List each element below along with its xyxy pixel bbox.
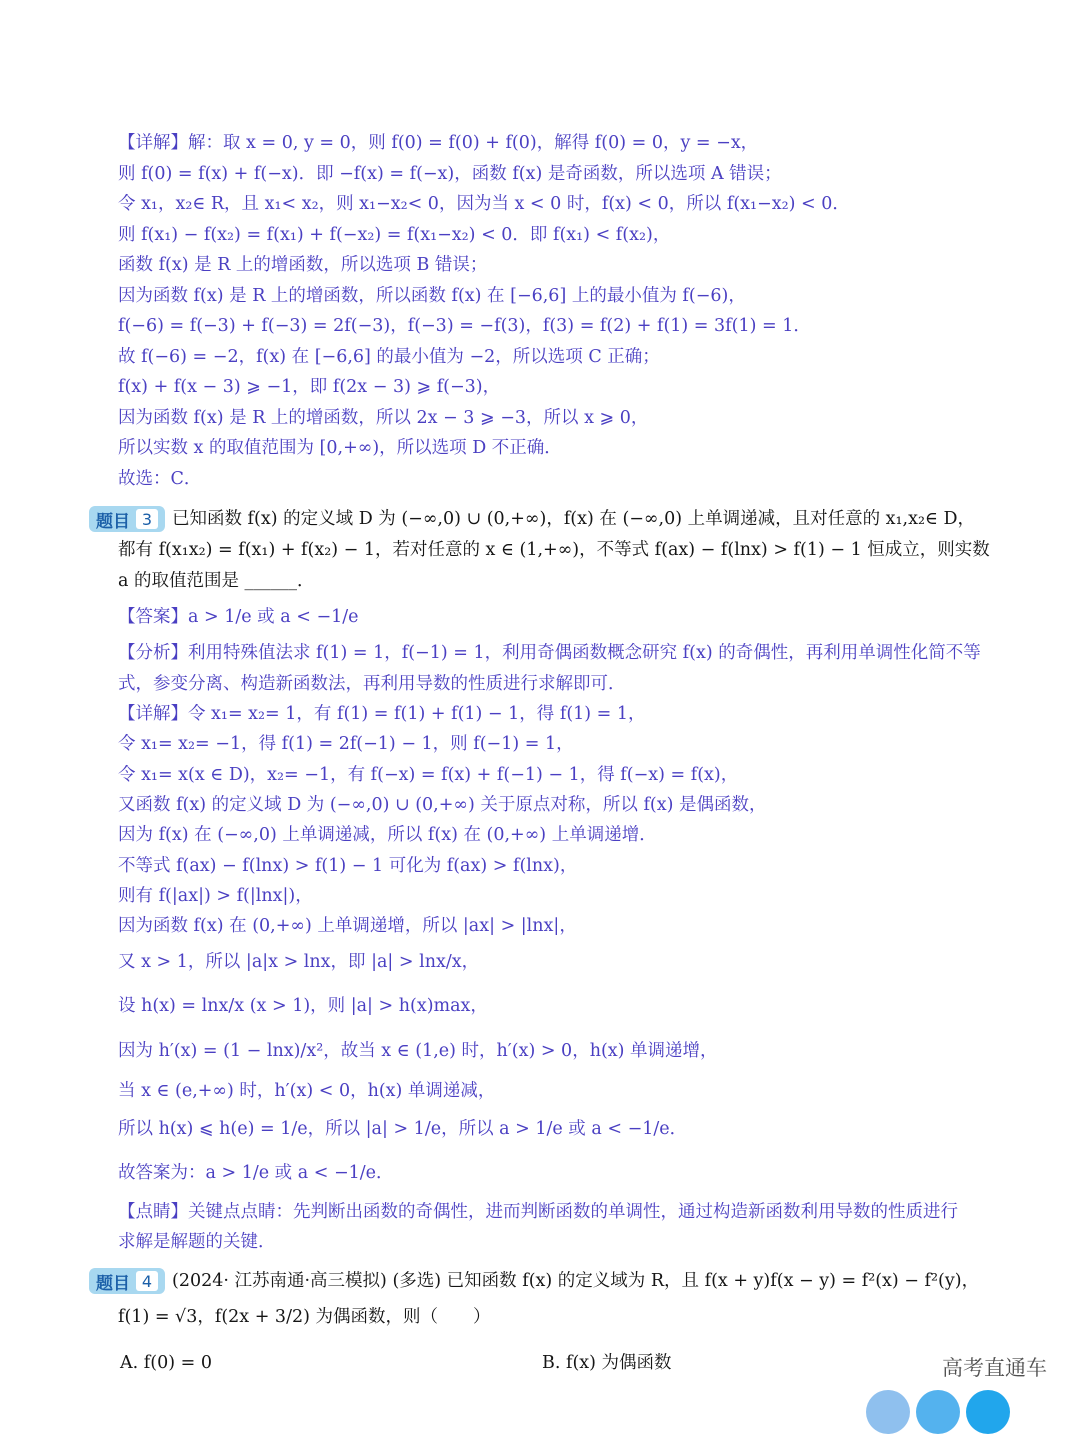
analysis-line: 式，参变分离、构造新函数法，再利用导数的性质进行求解即可． [118,674,626,694]
comment-line: 求解是解题的关键． [118,1232,276,1252]
decorative-circle-icon [866,1390,910,1434]
detail-line: 不等式 f(ax) − f(lnx) > f(1) − 1 可化为 f(ax) > f(lnx)， [118,856,578,876]
solution-line: 因为函数 f(x) 是 R 上的增函数，所以函数 f(x) 在 [−6,6] 上的最小值为 f(−6)， [118,286,746,306]
detail-line: 令 x₁= x₂= −1，得 f(1) = 2f(−1) − 1，则 f(−1) = 1， [118,734,574,754]
option-a[interactable]: A. f(0) = 0 [120,1353,212,1373]
question-stem-line: (2024· 江苏南通·高三模拟) (多选) 已知函数 f(x) 的定义域为 R，且 f(x + y)f(x − y) = f²(x) − f²(y)， [172,1271,980,1291]
answer-line: 【答案】a > 1/e 或 a < −1/e [118,607,359,627]
decorative-circle-icon [916,1390,960,1434]
solution-line: 所以实数 x 的取值范围为 [0,+∞)，所以选项 D 不正确． [118,438,562,458]
comment-line: 【点睛】关键点点睛：先判断出函数的奇偶性，进而判断函数的单调性，通过构造新函数利用导数的性质进行 [118,1202,958,1222]
detail-line: 因为函数 f(x) 在 (0,+∞) 上单调递增，所以 |ax| > |lnx|， [118,916,577,936]
question-badge-label: 题目 [96,1273,130,1294]
detail-line: 所以 h(x) ⩽ h(e) = 1/e，所以 |a| > 1/e，所以 a > 1/e 或 a < −1/e． [118,1119,688,1139]
question-badge-number: 3 [136,509,158,529]
solution-line: f(x) + f(x − 3) ⩾ −1，即 f(2x − 3) ⩾ f(−3)， [118,377,501,397]
question-stem-line: 都有 f(x₁x₂) = f(x₁) + f(x₂) − 1，若对任意的 x ∈ (1,+∞)，不等式 f(ax) − f(lnx) > f(1) − 1 恒成立，则实数 [118,540,990,560]
detail-line: 故答案为：a > 1/e 或 a < −1/e． [118,1163,394,1183]
solution-line: 令 x₁，x₂∈ R，且 x₁< x₂，则 x₁−x₂< 0，因为当 x < 0 时，f(x) < 0，所以 f(x₁−x₂) < 0． [118,194,850,214]
solution-line: 则 f(x₁) − f(x₂) = f(x₁) + f(−x₂) = f(x₁−x₂) < 0．即 f(x₁) < f(x₂)， [118,225,671,245]
detail-line: 又 x > 1，所以 |a|x > lnx，即 |a| > lnx/x， [118,952,480,972]
solution-line: 故选：C． [118,469,202,489]
decorative-circle-icon [966,1390,1010,1434]
question-stem-line: 已知函数 f(x) 的定义域 D 为 (−∞,0) ∪ (0,+∞)，f(x) 在 (−∞,0) 上单调递减，且对任意的 x₁,x₂∈ D， [172,509,976,529]
detail-line: 令 x₁= x(x ∈ D)，x₂= −1，有 f(−x) = f(x) + f(−1) − 1，得 f(−x) = f(x)， [118,765,739,785]
solution-line: 故 f(−6) = −2，f(x) 在 [−6,6] 的最小值为 −2，所以选项 C 正确； [118,347,660,367]
detail-line: 【详解】令 x₁= x₂= 1，有 f(1) = f(1) + f(1) − 1，得 f(1) = 1， [118,704,646,724]
detail-line: 因为 f(x) 在 (−∞,0) 上单调递减，所以 f(x) 在 (0,+∞) 上单调递增． [118,825,657,845]
watermark-text: 高考直通车 [942,1356,1047,1380]
solution-line: 因为函数 f(x) 是 R 上的增函数，所以 2x − 3 ⩾ −3，所以 x ⩾ 0， [118,408,649,428]
question-badge [89,1268,165,1294]
detail-line: 因为 h′(x) = (1 − lnx)/x²，故当 x ∈ (1,e) 时，h′(x) > 0，h(x) 单调递增， [118,1041,718,1061]
question-badge-label: 题目 [96,511,130,532]
solution-line: 【详解】解：取 x = 0, y = 0，则 f(0) = f(0) + f(0)，解得 f(0) = 0，y = −x， [118,133,759,153]
detail-line: 又函数 f(x) 的定义域 D 为 (−∞,0) ∪ (0,+∞) 关于原点对称，所以 f(x) 是偶函数， [118,795,767,815]
solution-line: f(−6) = f(−3) + f(−3) = 2f(−3)，f(−3) = −f(3)，f(3) = f(2) + f(1) = 3f(1) = 1． [118,316,811,336]
solution-line: 则 f(0) = f(x) + f(−x)．即 −f(x) = f(−x)，函数 f(x) 是奇函数，所以选项 A 错误； [118,164,782,184]
analysis-line: 【分析】利用特殊值法求 f(1) = 1，f(−1) = 1，利用奇偶函数概念研究 f(x) 的奇偶性，再利用单调性化简不等 [118,643,981,663]
question-stem-line: f(1) = √3，f(2x + 3/2) 为偶函数，则（ ） [118,1307,491,1327]
option-b[interactable]: B. f(x) 为偶函数 [542,1353,672,1373]
question-badge-number: 4 [136,1271,158,1291]
detail-line: 设 h(x) = lnx/x (x > 1)，则 |a| > h(x)max， [118,996,488,1016]
question-badge [89,506,165,532]
detail-line: 当 x ∈ (e,+∞) 时，h′(x) < 0，h(x) 单调递减， [118,1081,496,1101]
question-stem-line: a 的取值范围是 ______． [118,571,315,591]
detail-line: 则有 f(|ax|) > f(|lnx|)， [118,886,313,906]
solution-line: 函数 f(x) 是 R 上的增函数，所以选项 B 错误； [118,255,488,275]
